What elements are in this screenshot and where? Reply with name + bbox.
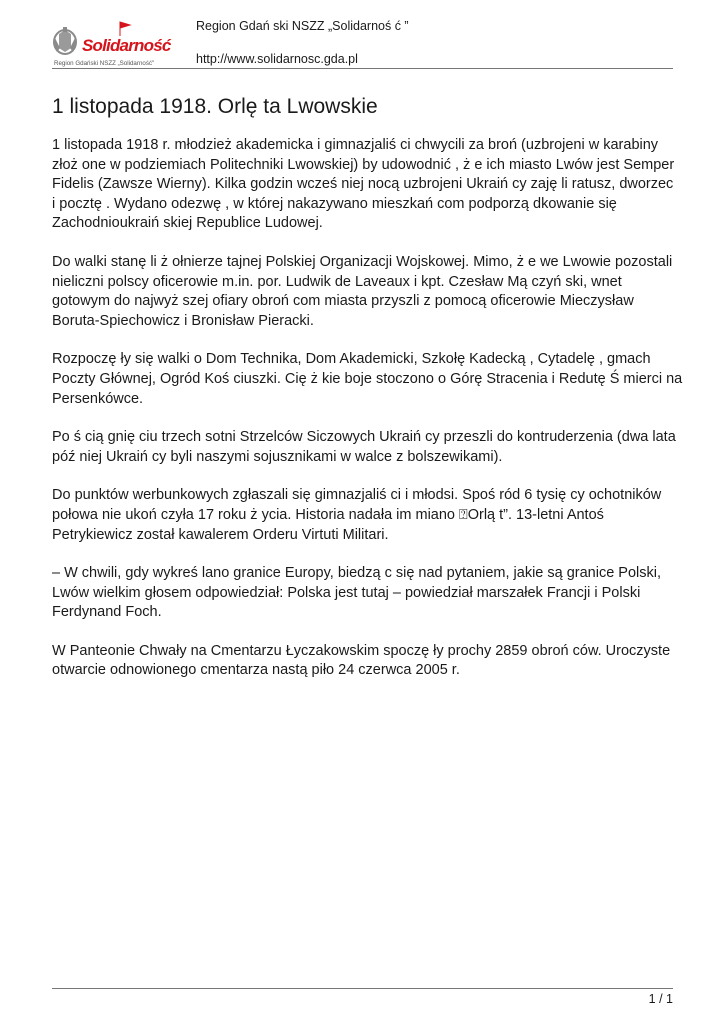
- paragraph-line: nieliczni polscy oficerowie m.in. por. Ludwik de Laveaux i kpt. Czesław Mą czyń ski, wnet: [52, 273, 622, 290]
- emblem-icon: [54, 27, 76, 54]
- paragraph-line: Rozpoczę ły się walki o Dom Technika, Dom Akademicki, Szkołę Kadecką , Cytadelę , gmach: [52, 351, 651, 368]
- article-paragraph: [52, 564, 712, 623]
- paragraph-line: Fidelis (Zawsze Wierny). Kilka godzin wcześ niej nocą uzbrojeni Ukraiń cy zaję li ratusz, dworzec: [52, 176, 674, 193]
- solidarnosc-logo: [52, 18, 186, 68]
- paragraph-line: Ferdynand Foch.: [52, 604, 162, 621]
- paragraph-line: Do walki stanę li ż ołnierze tajnej Polskiej Organizacji Wojskowej. Mimo, ż e we Lwowie pozostali: [52, 253, 673, 270]
- logo-wordmark: Solidarność: [82, 36, 171, 55]
- article-paragraph: [52, 486, 712, 545]
- paragraph-line: i pocztę . Wydano odezwę , w której nakazywano mieszkań com podporzą dkowanie się: [52, 195, 617, 212]
- paragraph-line: – W chwili, gdy wykreś lano granice Europy, biedzą c się nad pytaniem, jakie są granice Polski,: [52, 565, 662, 582]
- paragraph-line: otwarcie odnowionego cmentarza nastą piło 24 czerwca 2005 r.: [52, 662, 460, 679]
- page-number: 1 / 1: [648, 992, 673, 1006]
- article-paragraph: [52, 136, 712, 234]
- article-body: [52, 136, 712, 700]
- footer-divider: [52, 988, 673, 989]
- logo-caption: Region Gdański NSZZ „Solidarność": [54, 60, 155, 67]
- page-header: [52, 14, 673, 70]
- paragraph-line: złoż one w podziemiach Politechniki Lwowskiej) by udowodnić , ż e ich miasto Lwów jest Semper: [52, 156, 675, 173]
- paragraph-line: Zachodnioukraiń skiej Republice Ludowej.: [52, 215, 323, 232]
- paragraph-line: Do punktów werbunkowych zgłaszali się gimnazjaliś ci i młodsi. Spoś ród 6 tysię cy ochotników: [52, 487, 662, 504]
- paragraph-line: Lwów wielkim głosem odpowiedział: Polska jest tutaj – powiedział marszałek Francji i Polski: [52, 584, 641, 601]
- article-paragraph: [52, 253, 712, 331]
- article-paragraph: [52, 642, 712, 681]
- paragraph-line: 1 listopada 1918 r. młodzież akademicka i gimnazjaliś ci chwycili za broń (uzbrojeni w karabiny: [52, 137, 659, 153]
- header-region-title: Region Gdań ski NSZZ „Solidarnoś ć ”: [196, 19, 409, 33]
- article-paragraph: [52, 350, 712, 409]
- header-divider: [52, 68, 673, 69]
- paragraph-line: gotowym do najwyż szej ofiary obroń com miasta przyszli z pomocą oficerowie Mieczysław: [52, 293, 634, 310]
- paragraph-line: póź niej Ukraiń cy byli naszymi sojusznikami w walce z bolszewikami).: [52, 448, 503, 465]
- paragraph-line: Poczty Głównej, Ogród Koś ciuszki. Cię ż kie boje stoczono o Górę Stracenia i Redutę Ś mierci na: [52, 370, 683, 387]
- paragraph-line: połowa nie ukoń czyła 17 roku ż ycia. Historia nadała im miano ⍰Orlą t”. 13-letni Antoś: [52, 506, 604, 523]
- paragraph-line: Po ś cią gnię ciu trzech sotni Strzelców Siczowych Ukraiń cy przeszli do kontruderzenia (dwa lata: [52, 429, 676, 446]
- paragraph-line: W Panteonie Chwały na Cmentarzu Łyczakowskim spoczę ły prochy 2859 obroń ców. Uroczyste: [52, 642, 671, 659]
- paragraph-line: Boruta-Spiechowicz i Bronisław Pieracki.: [52, 312, 314, 329]
- article-title: 1 listopada 1918. Orlę ta Lwowskie: [52, 95, 378, 118]
- solidarnosc-logo-graphic: [52, 18, 186, 68]
- header-url: http://www.solidarnosc.gda.pl: [196, 52, 358, 66]
- paragraph-line: Persenkówce.: [52, 390, 144, 407]
- article-paragraph: [52, 428, 712, 467]
- paragraph-line: Petrykiewicz został kawalerem Orderu Virtuti Militari.: [52, 526, 389, 543]
